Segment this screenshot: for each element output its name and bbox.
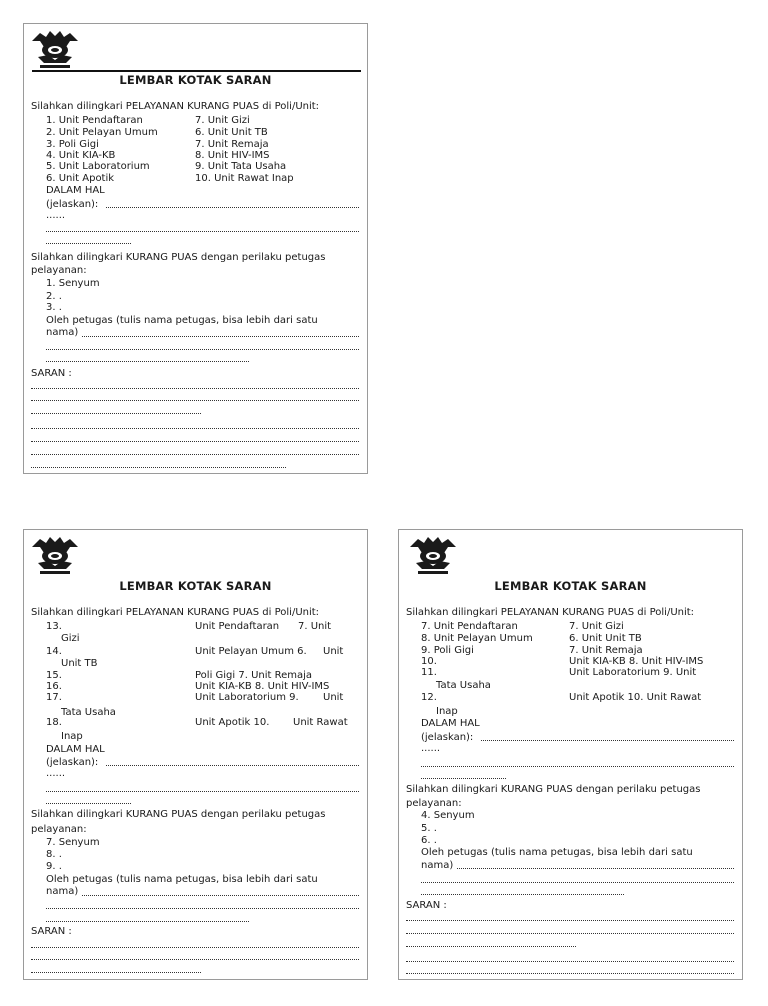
saran-label: SARAN : (31, 926, 72, 937)
jelaskan-line[interactable] (46, 243, 131, 244)
unit-prompt: Silahkan dilingkari PELAYANAN KURANG PUAS di Poli/Unit: (31, 101, 320, 112)
unit-number: 15. (46, 670, 62, 681)
unit-option-right: 7. Unit (298, 621, 332, 632)
jelaskan-line[interactable] (46, 791, 359, 792)
unit-option-cont: Inap (436, 706, 458, 717)
unit-option: 1. Unit Pendaftaran (46, 115, 143, 126)
unit-option-cont: Unit TB (61, 658, 98, 669)
unit-number: 13. (46, 621, 62, 632)
garuda-emblem-icon (30, 27, 80, 71)
behavior-option: 1. Senyum (46, 278, 100, 289)
unit-option: 9. Poli Gigi (421, 645, 474, 656)
behavior-option: 8. . (46, 849, 62, 860)
unit-number: 11. (421, 667, 437, 678)
petugas-line[interactable] (46, 921, 249, 922)
unit-option: Unit Laboratorium 9. Unit (569, 667, 697, 678)
jelaskan-line[interactable] (421, 766, 734, 767)
behavior-option: 3. . (46, 302, 62, 313)
unit-option: Unit Pendaftaran (195, 621, 280, 632)
ellipsis: ...... (421, 743, 441, 754)
dalam-hal-label: DALAM HAL (46, 744, 105, 755)
petugas-prompt-cont: pelayanan: (31, 824, 87, 835)
petugas-line[interactable] (46, 908, 359, 909)
petugas-line[interactable] (82, 895, 359, 896)
saran-line[interactable] (406, 946, 576, 947)
behavior-option: 6. . (421, 835, 437, 846)
unit-option: 9. Unit Tata Usaha (195, 161, 287, 172)
unit-option: 7. Unit Remaja (569, 645, 643, 656)
petugas-prompt: Silahkan dilingkari KURANG PUAS dengan perilaku petugas (406, 784, 701, 795)
jelaskan-line[interactable] (481, 740, 734, 741)
oleh-petugas-label: Oleh petugas (tulis nama petugas, bisa lebih dari satu (421, 847, 693, 858)
unit-option: Unit KIA-KB 8. Unit HIV-IMS (569, 656, 704, 667)
saran-label: SARAN : (406, 900, 447, 911)
unit-option-cont: Inap (61, 731, 83, 742)
petugas-prompt: Silahkan dilingkari KURANG PUAS dengan perilaku petugas (31, 809, 326, 820)
unit-option-right: Unit (323, 692, 344, 703)
unit-option: Unit Apotik 10. Unit Rawat (569, 692, 702, 703)
unit-option: 2. Unit Pelayan Umum (46, 127, 158, 138)
unit-option: 6. Unit Unit TB (569, 633, 642, 644)
unit-prompt: Silahkan dilingkari PELAYANAN KURANG PUAS di Poli/Unit: (406, 607, 695, 618)
saran-line[interactable] (31, 428, 359, 429)
jelaskan-label: (jelaskan): (421, 732, 474, 743)
petugas-prompt-cont: pelayanan: (406, 798, 462, 809)
saran-line[interactable] (31, 467, 286, 468)
behavior-option: 7. Senyum (46, 837, 100, 848)
suggestion-form-card-2 (23, 529, 368, 980)
saran-line[interactable] (31, 947, 359, 948)
behavior-option: 9. . (46, 861, 62, 872)
unit-option: 7. Unit Pendaftaran (421, 621, 518, 632)
unit-option: Unit Apotik 10. (195, 717, 270, 728)
behavior-option: 5. . (421, 823, 437, 834)
suggestion-form-card-3 (398, 529, 743, 980)
behavior-option: 4. Senyum (421, 810, 475, 821)
unit-number: 18. (46, 717, 62, 728)
form-title: LEMBAR KOTAK SARAN (119, 73, 272, 87)
dalam-hal-label: DALAM HAL (46, 185, 105, 196)
unit-option: 5. Unit Laboratorium (46, 161, 150, 172)
unit-option: 6. Unit Unit TB (195, 127, 268, 138)
petugas-line[interactable] (46, 349, 359, 350)
jelaskan-label: (jelaskan): (46, 199, 99, 210)
jelaskan-line[interactable] (106, 207, 359, 208)
saran-line[interactable] (31, 388, 359, 389)
unit-number: 17. (46, 692, 62, 703)
unit-number: 16. (46, 681, 62, 692)
oleh-petugas-label-cont: nama) (421, 860, 454, 871)
unit-option: Unit Pelayan Umum 6. (195, 646, 307, 657)
oleh-petugas-label: Oleh petugas (tulis nama petugas, bisa lebih dari satu (46, 315, 318, 326)
unit-option: 3. Poli Gigi (46, 139, 99, 150)
petugas-line[interactable] (457, 868, 734, 869)
garuda-emblem-icon (408, 533, 458, 577)
jelaskan-label: (jelaskan): (46, 757, 99, 768)
garuda-emblem-icon (30, 533, 80, 577)
saran-line[interactable] (406, 961, 734, 962)
saran-line[interactable] (31, 959, 359, 960)
petugas-line[interactable] (82, 336, 359, 337)
suggestion-form-card-1 (23, 23, 368, 474)
behavior-option: 2. . (46, 291, 62, 302)
unit-option: Unit Laboratorium 9. (195, 692, 299, 703)
jelaskan-line[interactable] (46, 231, 359, 232)
unit-option: 7. Unit Remaja (195, 139, 269, 150)
saran-line[interactable] (31, 454, 359, 455)
unit-option: 8. Unit Pelayan Umum (421, 633, 533, 644)
petugas-prompt: Silahkan dilingkari KURANG PUAS dengan perilaku petugas (31, 252, 326, 263)
title-underline (32, 70, 361, 72)
unit-number: 14. (46, 646, 62, 657)
unit-option: Unit KIA-KB 8. Unit HIV-IMS (195, 681, 330, 692)
unit-option-cont: Tata Usaha (61, 707, 116, 718)
saran-line[interactable] (31, 413, 201, 414)
saran-line[interactable] (406, 933, 734, 934)
ellipsis: ...... (46, 768, 66, 779)
saran-line[interactable] (406, 920, 734, 921)
dalam-hal-label: DALAM HAL (421, 718, 480, 729)
petugas-line[interactable] (46, 361, 249, 362)
unit-option-right: Unit (323, 646, 344, 657)
jelaskan-line[interactable] (46, 803, 131, 804)
form-title: LEMBAR KOTAK SARAN (119, 579, 272, 593)
unit-prompt: Silahkan dilingkari PELAYANAN KURANG PUAS di Poli/Unit: (31, 607, 320, 618)
jelaskan-line[interactable] (421, 778, 506, 779)
unit-option: 10. Unit Rawat Inap (195, 173, 294, 184)
unit-option: 6. Unit Apotik (46, 173, 115, 184)
unit-option: 8. Unit HIV-IMS (195, 150, 270, 161)
unit-option: 4. Unit KIA-KB (46, 150, 116, 161)
saran-line[interactable] (31, 972, 201, 973)
saran-line[interactable] (406, 973, 734, 974)
jelaskan-line[interactable] (106, 765, 359, 766)
unit-number: 12. (421, 692, 437, 703)
oleh-petugas-label: Oleh petugas (tulis nama petugas, bisa lebih dari satu (46, 874, 318, 885)
form-title: LEMBAR KOTAK SARAN (494, 579, 647, 593)
unit-option-right: Unit Rawat (293, 717, 348, 728)
saran-line[interactable] (31, 441, 359, 442)
saran-line[interactable] (31, 400, 359, 401)
unit-option: 7. Unit Gizi (195, 115, 250, 126)
unit-option: Poli Gigi 7. Unit Remaja (195, 670, 313, 681)
saran-label: SARAN : (31, 368, 72, 379)
petugas-line[interactable] (421, 894, 624, 895)
unit-option-cont: Tata Usaha (436, 680, 491, 691)
oleh-petugas-label-cont: nama) (46, 327, 79, 338)
petugas-line[interactable] (421, 882, 734, 883)
petugas-prompt-cont: pelayanan: (31, 265, 87, 276)
oleh-petugas-label-cont: nama) (46, 886, 79, 897)
ellipsis: ...... (46, 210, 66, 221)
unit-option: 7. Unit Gizi (569, 621, 624, 632)
unit-option-cont: Gizi (61, 633, 80, 644)
unit-number: 10. (421, 656, 437, 667)
